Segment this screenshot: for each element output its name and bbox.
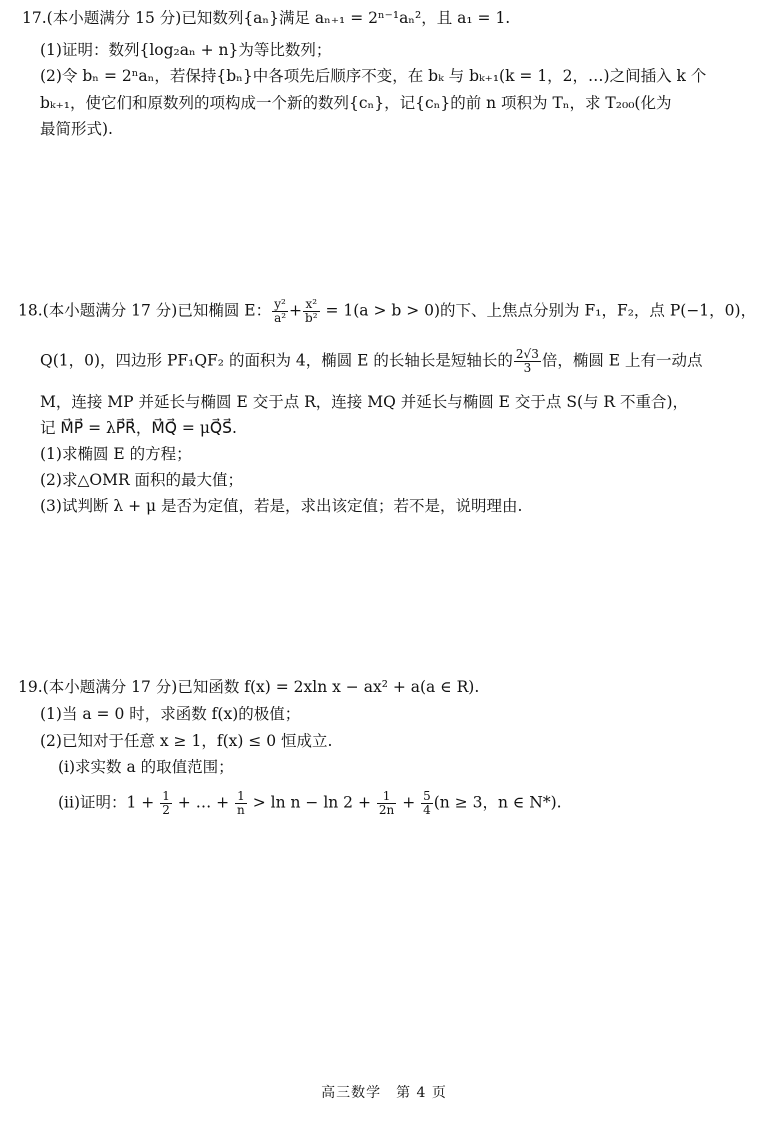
q18-stem-pre: 18.(本小题满分 17 分)已知椭圆 E： xyxy=(18,301,272,320)
q18-frac2-num: x² xyxy=(303,298,320,312)
q17-part2-line3: 最简形式). xyxy=(40,120,113,138)
q18-frac1-den: a² xyxy=(274,311,287,326)
q19-fc-num: 1 xyxy=(377,790,396,804)
q18-frac-y2-a2 xyxy=(272,298,288,325)
q19-part2-i: (i)求实数 a 的取值范围； xyxy=(58,758,234,776)
q18-line3: M，连接 MP 并延长与椭圆 E 交于点 R，连接 MQ 并延长与椭圆 E 交于点 S(与 R 不重合)， xyxy=(40,393,689,411)
q18-part2: (2)求△OMR 面积的最大值； xyxy=(40,471,244,489)
q19-p2ii-mid2: > ln n − ln 2 + xyxy=(247,793,376,812)
q18-frac3-den: 3 xyxy=(523,361,532,376)
q18-frac2-den: b² xyxy=(305,311,318,326)
q18-stem-post: = 1(a > b > 0)的下、上焦点分别为 F₁，F₂，点 P(−1，0)， xyxy=(320,301,757,320)
q18-frac-2sqrt3-3 xyxy=(514,348,541,375)
q19-fa-num: 1 xyxy=(162,789,170,803)
page-footer: 高三数学 第 4 页 xyxy=(321,1085,447,1101)
q18-line2 xyxy=(40,348,703,375)
q18-stem: 18.(本小题满分 17 分)已知椭圆 E： $\frac{\text{y²}}{\text{a²}}$ + $\frac{\text{x²}}{\text{b²}}$ = 1(a > b > 0)的下、上焦点分别为 F₁，F₂，点 P(−1，0)， xyxy=(18,297,757,326)
q19-fb-den: n xyxy=(237,803,245,818)
q19-frac-5-4 xyxy=(421,790,433,817)
q17-part2-line2: bₖ₊₁，使它们和原数列的项构成一个新的数列{cₙ}，记{cₙ}的前 n 项积为 Tₙ，求 T₂₀₀(化为 xyxy=(40,94,672,112)
q19-part1: (1)当 a = 0 时，求函数 f(x)的极值； xyxy=(40,705,301,723)
q18-line4: 记 M⃗P⃗ = λP⃗R⃗，M⃗Q⃗ = μQ⃗S⃗. xyxy=(40,419,237,437)
q19-fb-num: 1 xyxy=(235,790,247,804)
q19-fc-den: 2n xyxy=(378,803,395,818)
q19-fd-num: 5 xyxy=(423,789,431,803)
q19-p2ii-pre: (ii)证明：1 + xyxy=(58,793,160,812)
q19-p2ii-post: (n ≥ 3，n ∈ N*). xyxy=(433,793,562,812)
q18-frac1-num: y² xyxy=(272,298,288,312)
q19-frac-1-n xyxy=(235,790,247,817)
q19-p2ii-mid1: + … + xyxy=(172,793,235,812)
q17-stem: 17.(本小题满分 15 分)已知数列{aₙ}满足 aₙ₊₁ = 2ⁿ⁻¹aₙ²，且 a₁ = 1. xyxy=(22,9,511,27)
q17-part2-line1: (2)令 bₙ = 2ⁿaₙ，若保持{bₙ}中各项先后顺序不变，在 bₖ 与 bₖ₊₁(k = 1，2，…)之间插入 k 个 xyxy=(40,67,707,85)
q18-line2-pre: Q(1，0)，四边形 PF₁QF₂ 的面积为 4，椭圆 E 的长轴长是短轴长的 xyxy=(40,351,513,370)
q19-fa-den: 2 xyxy=(162,803,170,818)
q19-part2: (2)已知对于任意 x ≥ 1，f(x) ≤ 0 恒成立. xyxy=(40,732,333,750)
q18-frac-x2-b2 xyxy=(303,298,320,325)
q19-frac-1-2 xyxy=(160,790,172,817)
q19-frac-1-2n xyxy=(377,790,396,817)
q18-part1: (1)求椭圆 E 的方程； xyxy=(40,445,192,463)
q19-part2-ii xyxy=(58,790,562,817)
q18-frac3-num: 2√3 xyxy=(515,347,539,361)
q18-line2-post: 倍，椭圆 E 上有一动点 xyxy=(541,351,703,370)
q19-fd-den: 4 xyxy=(423,803,431,818)
q17-part1: (1)证明：数列{log₂aₙ + n}为等比数列； xyxy=(40,41,332,59)
q19-stem: 19.(本小题满分 17 分)已知函数 f(x) = 2xln x − ax² + a(a ∈ R). xyxy=(18,678,480,696)
q19-p2ii-mid3: + xyxy=(397,793,421,812)
q18-part3: (3)试判断 λ + μ 是否为定值，若是，求出该定值；若不是，说明理由. xyxy=(40,497,523,515)
